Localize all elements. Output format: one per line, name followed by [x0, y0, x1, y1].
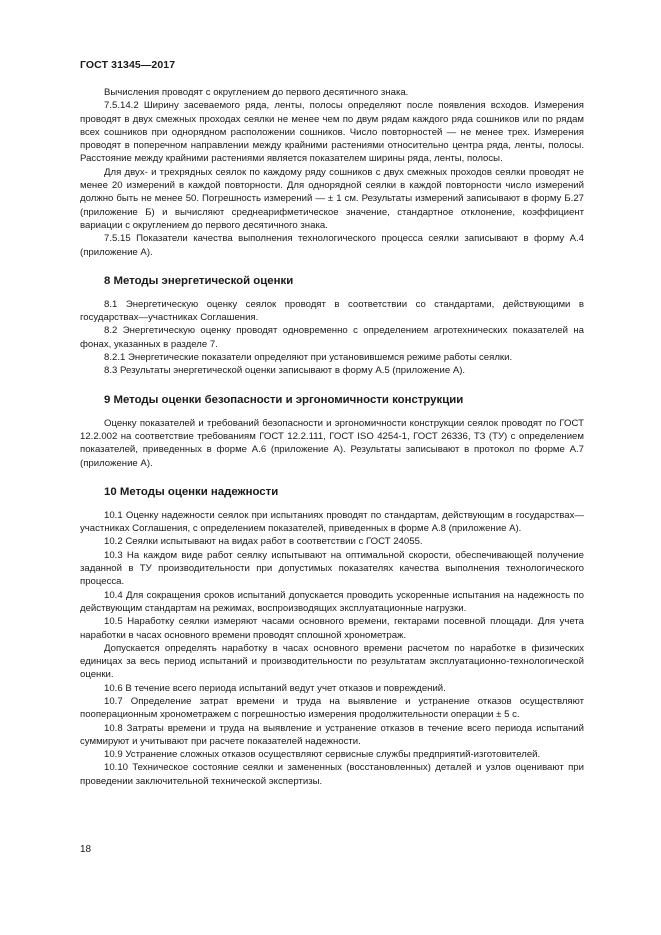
paragraph: 10.6 В течение всего периода испытаний ведут учет отказов и повреждений.	[104, 682, 446, 694]
paragraph: 7.5.14.2 Ширину засеваемого ряда, ленты, полосы определяют после появления всходов. Измерения проводят в двух смежных проходах сеялки не менее чем по двум рядам каждого ряда сошников или по рядам всех сошников при однорядном расположении сошников. Число повторностей — не менее трех. Измерения проводят в поперечном направлении между крайними растениями относительно центра ряда, ленты, полосы. Расстояние между крайними растениями является показателем ширины ряда, ленты, полосы.	[80, 100, 584, 165]
paragraph: 7.5.15 Показатели качества выполнения технологического процесса сеялки записывают в форму А.4 (приложение А).	[80, 233, 584, 258]
paragraph: Для двух- и трехрядных сеялок по каждому ряду сошников с двух смежных проходов сеялки проводят не менее 20 измерений в каждой повторности. Для однорядной сеялки в каждой повторности число измерений должно быть не менее 50. Погрешность измерений — ± 1 см. Результаты измерений записывают в форму Б.27 (приложение Б) и вычисляют среднеарифметическое значение, стандартное отклонение, коэффициент вариации с округлением до первого десятичного знака.	[80, 166, 584, 231]
paragraph: 8.1 Энергетическую оценку сеялок проводят в соответствии со стандартами, действующими в государствах—участниках Соглашения.	[80, 298, 584, 324]
paragraph: 10.10 Техническое состояние сеялки и замененных (восстановленных) деталей и узлов оценивают при проведении заключительной технической экспертизы.	[80, 762, 584, 787]
paragraph: 10.1 Оценку надежности сеялок при испытаниях проводят по стандартам, действующим в государствах—участниках Соглашения, с определением показателей, приведенных в форме А.8 (приложение А).	[80, 509, 584, 535]
page-content	[80, 86, 584, 788]
paragraph: 10.8 Затраты времени и труда на выявление и устранение отказов в течение всего периода испытаний суммируют и учитывают при расчете показателей надежности.	[80, 722, 584, 747]
section-8-heading: 8 Методы энергетической оценки	[104, 274, 294, 287]
page-number: 18	[80, 844, 92, 855]
paragraph: Вычисления проводят с округлением до первого десятичного знака.	[104, 87, 409, 98]
paragraph: 10.2 Сеялки испытывают на видах работ в соответствии с ГОСТ 24055.	[104, 536, 423, 548]
section-10-heading: 10 Методы оценки надежности	[104, 485, 279, 498]
section-9-heading: 9 Методы оценки безопасности и эргономичности конструкции	[104, 393, 464, 406]
paragraph: 10.7 Определение затрат времени и труда на выявление и устранение отказов осуществляют пооперационным хронометражем с погрешностью измерения продолжительности операции ± 5 с.	[80, 695, 584, 721]
paragraph: 8.2 Энергетическую оценку проводят одновременно с определением агротехнических показателей на фонах, указанных в разделе 7.	[80, 325, 584, 350]
document-code: ГОСТ 31345—2017	[80, 59, 176, 71]
paragraph: 8.3 Результаты энергетической оценки записывают в форму А.5 (приложение А).	[104, 365, 466, 377]
paragraph: Допускается определять наработку в часах основного времени расчетом по наработке в физических единицах за весь период испытаний и производительности по результатам эксплуатационно-технологической оценки.	[80, 642, 584, 681]
paragraph: 10.4 Для сокращения сроков испытаний допускается проводить ускоренные испытания на надежность по действующим стандартам на режимах, воспроизводящих эксплуатационные нагрузки.	[80, 589, 584, 614]
paragraph: 10.5 Наработку сеялки измеряют часами основного времени, гектарами посевной площади. Для учета наработки в часах основного времени проводят сплошной хронометраж.	[80, 616, 584, 641]
paragraph: 10.3 На каждом виде работ сеялку испытывают на оптимальной скорости, обеспечивающей получение заданной в ТУ производительности при допустимых показателях качества выполнения технологического процесса.	[80, 549, 584, 588]
paragraph: 8.2.1 Энергетические показатели определяют при установившемся режиме работы сеялки.	[104, 352, 513, 364]
paragraph: 10.9 Устранение сложных отказов осуществляют сервисные службы предприятий-изготовителей.	[104, 749, 541, 761]
paragraph: Оценку показателей и требований безопасности и эргономичности конструкции сеялок проводят по ГОСТ 12.2.002 на соответствие требованиям ГОСТ 12.2.111, ГОСТ ISO 4254-1, ГОСТ 26336, ТЗ (ТУ) с определением показателей, приведенных в форме А.6 (приложение А). Результаты записывают в протокол по форме А.7 (приложение А).	[80, 417, 584, 469]
